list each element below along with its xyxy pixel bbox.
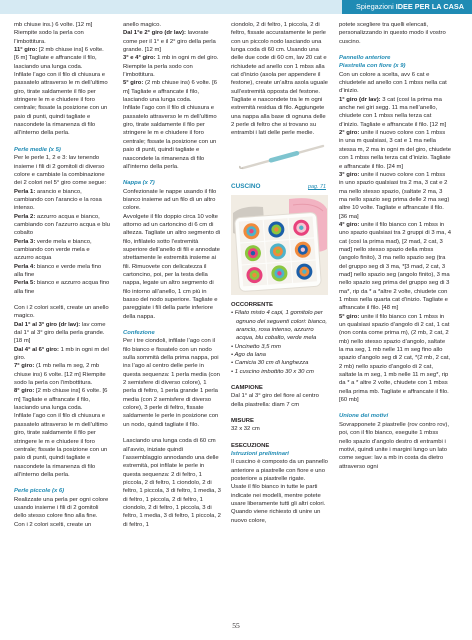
column-4 [339, 21, 451, 471]
section-heading: ESECUZIONE [231, 442, 270, 449]
cushion-photo [231, 195, 328, 295]
paragraph: Lasciando una lunga coda di 60 cm all’avvio, iniziate quindi l’assemblaggio annodando una delle estremità, poi infilate le perle in questa sequenza: 2 di feltro, 1 piccola, 2 di feltro, 1 ciondolo, 2 di feltro, 1 piccola, 3 di feltro, 1 media, 3 di feltro, 1 piccola, 2 di feltro, 1 ciondolo, 2 di feltro, 1 piccola, 3 di feltro, 1 media, 3 di feltro, 1 piccola, 2 di feltro, 1 [123, 438, 221, 528]
subheading: Piastrella con fiore (x 9) [339, 63, 406, 70]
section-heading: Perle medie (x 5) [14, 146, 61, 153]
photo-caption: CUSCINO [231, 182, 261, 190]
paragraph: Usate il filo bianco in tutte le parti indicate nei modelli, mentre potete usare liberamente tutti gli altri colori. Quando viene richiesto di unire un nuovo colore, [231, 484, 326, 524]
paragraph: Realizzate una perla per ogni colore usando insieme i fili di 2 gomitoli dello stesso colore fino alla fine. [14, 496, 109, 520]
paragraph: 5° giro: (2 mb chiuse ins) 6 volte. [6 m] Tagliate e affrancate il filo, lasciando una lunga coda. [123, 80, 218, 104]
paragraph: Dal 1° al 3° giro del fiore al centro della piastrella: diam 7 cm [231, 393, 319, 408]
section-label: Spiegazioni [355, 2, 394, 11]
section-title: IDEE PER LA CASA [395, 2, 464, 11]
page-reference[interactable]: pag. 71 [308, 183, 326, 190]
paragraph: Dal 1°e 2° giro (dr lav): lavorate come per il 1° e il 2° giro della perla grande. [12 m] [123, 30, 216, 54]
section-heading: MISURE [231, 417, 254, 424]
paragraph: ciondolo, 2 di feltro, 1 piccola, 2 di feltro, fissate accuratamente le perle con un piccolo nodo lasciando una lunga coda di 60 cm. Usando una delle due code di 60 cm, lav 20 cat e richiudete ad anello con 1 mbss alla cat d’inizio (asola per appendere il festone), create un’altra asola uguale sull’estremità opposta del festone. Tagliate e nascondete tra le m ogni estremità residua di filo. Aggiungete una nappa alla base di ognuna delle 2 perle di feltro che si trovano su entrambi i lati delle perle medie. [231, 22, 328, 137]
paragraph: 1° giro (dr lav): 3 cat (così la prima ma anche nei giri segg. 11 ma nell’anello, chiudete con 1 mbss nella terza cat d’inizio. Tagliate e affrancate il filo. [12 m] [339, 96, 447, 128]
paragraph: 4° giro: unite il filo bianco con 1 mbss in uno spazio qualsiasi tra 2 gruppi di 3 ma, 4 cat (così la prima mad), [2 mad, 2 cat, 3 mad] nello stesso spazio della mbss (angolo finito), 3 ma nello spazio seg (tra del gruppo seg di 3 ma, *[3 mad, 2 cat, 3 mad] nello spazio seg (angolo finito), 3 ma nello spazio seg prima del gruppo seg di 3 ma*, rip da * a *altre 2 volte, chiudete con 1 mbss nella quarta cat d’inizio. Tagliate e affrancate il filo. [48 m] [339, 221, 451, 312]
paragraph: Perla 5: bianco e azzurro acqua fino alla fine [14, 280, 110, 295]
paragraph: anello magico. [123, 22, 161, 28]
paragraph: Con i 2 colori scelti, create un anello magico. [14, 305, 109, 320]
page-number: 55 [232, 621, 240, 630]
paragraph: 2° giro: unite il nuovo colore con 1 mbss in una m qualsiasi, 3 cat e 1 ma nella stessa m, 2 ma in ogni m del giro, chiudete con 1 mbss nella terza cat d’inizio. Tagliate e affrancate il filo. [24 m] [339, 130, 451, 170]
paragraph: Per i tre ciondoli, infilate l’ago con il filo bianco e fissatelo con un nodo sulla sommità della prima nappa, poi ins l’ago al centro delle perle in questa sequenza: 1 perla media (con 2 semisfere di diverso colore), 1 perla di feltro, 1 perla grande 1 perla media (con 2 semisfere di diverso colore), 3 perle di feltro, fissate saldamente le perle in posizione con un nodo, quindi tagliate il filo. [123, 338, 220, 428]
paragraph: 32 x 32 cm [231, 426, 260, 433]
section-heading: Perle piccole (x 6) [14, 488, 65, 495]
materials-item: • Camicia 30 cm di lunghezza [231, 360, 309, 367]
paragraph: Riempite la perla sodo con l’imbottitura. [123, 63, 193, 79]
materials-item: • 1 cuscino imbottito 30 x 30 cm [231, 368, 314, 375]
paragraph: Con un colore a scelta, avv 6 cat e chiudetele ad anello con 1 mbss nella cat d’inizio. [339, 71, 447, 95]
section-heading: OCCORRENTE [231, 301, 273, 308]
paragraph: Per le perle 1, 2 e 3: lav tenendo insieme i fili di 2 gomitoli di diverso colore e cambiate la combinazione dei 2 colori nel 5° giro come segue: [14, 155, 107, 187]
column-1 [14, 21, 110, 529]
paragraph: Il cuscino è composto da un pannello anteriore a piastrelle con fiore e uno posteriore a piastrelle rigate. [231, 459, 328, 482]
paragraph: mb chiuse ins.) 6 volte. [12 m] Riempite sodo la perla con l’imbottitura. [14, 22, 93, 45]
paragraph: Infilate l’ago con il filo di chiusura e passatelo attraverso le m dell’ultimo giro, tirate saldamente il filo per stringere le m e chiudere il foro centrale; fissate la posizione con un paio di punti, quindi tagliate e nascondete la rimanenza di filo all’interno della perla. [123, 105, 217, 170]
materials-item: • Uncinetto 3,5 mm [231, 343, 281, 350]
paragraph: Con i 2 colori scelti, create un [14, 521, 92, 528]
paragraph: potete scegliere tra quelli elencati, personalizzando in questo modo il vostro cuscino. [339, 22, 446, 45]
paragraph: Infilate l’ago con il filo di chiusura e passatelo attraverso le m dell’ultimo giro, tirate saldamente il filo per stringere le m e chiudere il foro centrale; fissate la posizione con un paio di punti, quindi tagliate e nascondete la rimanenza di filo all’interno della perla. [14, 72, 108, 137]
paragraph: Perla 2: azzurro acqua e bianco, cambiando con l’azzurro acqua e blu cobalto [14, 213, 110, 237]
paragraph: 8° giro: [2 mb chiuse ins] 6 volte. [6 m] Tagliate e affrancate il filo, lasciando una lunga coda. [14, 388, 108, 412]
paragraph: Perla 4: bianco e verde mela fino alla fine [14, 263, 102, 278]
subheading: Istruzioni preliminari [231, 450, 289, 457]
paragraph: Sovrapponete 2 piastrelle (rov contro rov), poi, con il filo bianco, eseguite 1 mbss nello spazio d’angolo destro di entrambi i motivi, quindi unite i margini lungo un lato come segue: lav a mb in costa da dietro attraverso ogni [339, 421, 450, 470]
section-heading: Confezione [123, 330, 155, 337]
crochet-hook-image [231, 142, 328, 180]
column-2 [123, 21, 221, 529]
paragraph: 5° giro: unite il filo bianco con 1 mbss in un qualsiasi spazio d’angolo di 2 cat, 1 cat (non conta come prima m), (2 mb, 2 cat, 2 mb) nello stesso spazio d’angolo, saltate la ma seg, 1 mb nelle 11 m seg fino allo spazio d’angolo seg di 2 cat, *(2 mb, 2 cat, 2 mb) nello spazio d’angolo di 2 cat, saltate la m seg, 1 mb nelle 11 m seg*, rip da * a * altre 2 volte, chiudete con 1 mbss nella prima mb. Tagliate e affrancate il filo. [60 mb] [339, 313, 451, 404]
paragraph: Confezionate le nappe usando il filo bianco insieme ad un filo di un altro colore. [123, 188, 217, 212]
paragraph: Dal 1° al 3° giro (dr lav): lav come dal 1° al 3° giro della perla grande. [18 m] [14, 321, 106, 345]
section-heading: CAMPIONE [231, 384, 263, 391]
section-heading: Nappa (x 7) [123, 180, 155, 187]
section-heading: Pannello anteriore [339, 55, 391, 62]
paragraph: Dal 4° al 6° giro: 1 mb in ogni m del giro. [14, 346, 109, 362]
paragraph: 11° giro: [2 mb chiuse ins] 6 volte. [6 m] Tagliate e affrancate il filo, lasciando una lunga coda. [14, 47, 104, 70]
section-heading: Unione dei motivi [339, 413, 389, 420]
paragraph: 3° giro: unite il nuovo colore con 1 mbss in uno spazio qualsiasi tra 2 ma, 3 cat e 2 ma nello stesso spazio, (saltate 2 ma, 3 ma nello spazio seg prima delle 2 ma seg) altre 10 volte. Tagliate e affrancate il filo. [36 ma] [339, 171, 450, 220]
column-3 [231, 21, 328, 525]
paragraph: Perla 1: arancio e bianco, cambiando con l’arancio e la rosa intenso. [14, 188, 102, 212]
paragraph: Perla 3: verde mela e bianco, cambiando con verde mela e azzurro acqua [14, 238, 92, 262]
paragraph: 7° giro: (1 mb nella m seg, 2 mb chiuse ins) 6 volte. [12 m] Riempite sodo la perla con l’imbottitura. [14, 363, 106, 387]
paragraph: 3° e 4° giro: 1 mb in ogni m del giro. [123, 55, 219, 62]
materials-item: • Filato misto 4 capi, 1 gomitolo per ognuno dei seguenti colori: bianco, arancio, rosa intenso, azzurro acqua, blu cobalto, verde mela [231, 310, 328, 342]
materials-item: • Ago da lana [231, 351, 266, 358]
section-header [342, 0, 472, 14]
paragraph: Infilate l’ago con il filo di chiusura e passatelo attraverso le m dell’ultimo giro, tirate saldamente il filo per stringere le m e chiudere il foro centrale; fissate la posizione con un paio di punti, quindi tagliate e nascondete la rimanenza di filo all’interno della perla. [14, 413, 108, 478]
photo-caption-row [231, 183, 328, 193]
paragraph: Avvolgete il filo doppio circa 10 volte attorno ad un cartoncino di 6 cm di altezza. Tagliate un altro segmento di filo, infilatelo sotto l’estremità superiore dell’anello di fili e annodate strettamente le estremità insieme ai fili. Rimuovete con delicatezza il cartoncino, poi, per la testa della nappa, legate un altro segmento di filo intorno all’anello, 1 cm più in basso del nodo superiore. Tagliate e pareggiate i fili della parte inferiore della nappa. [123, 213, 221, 320]
